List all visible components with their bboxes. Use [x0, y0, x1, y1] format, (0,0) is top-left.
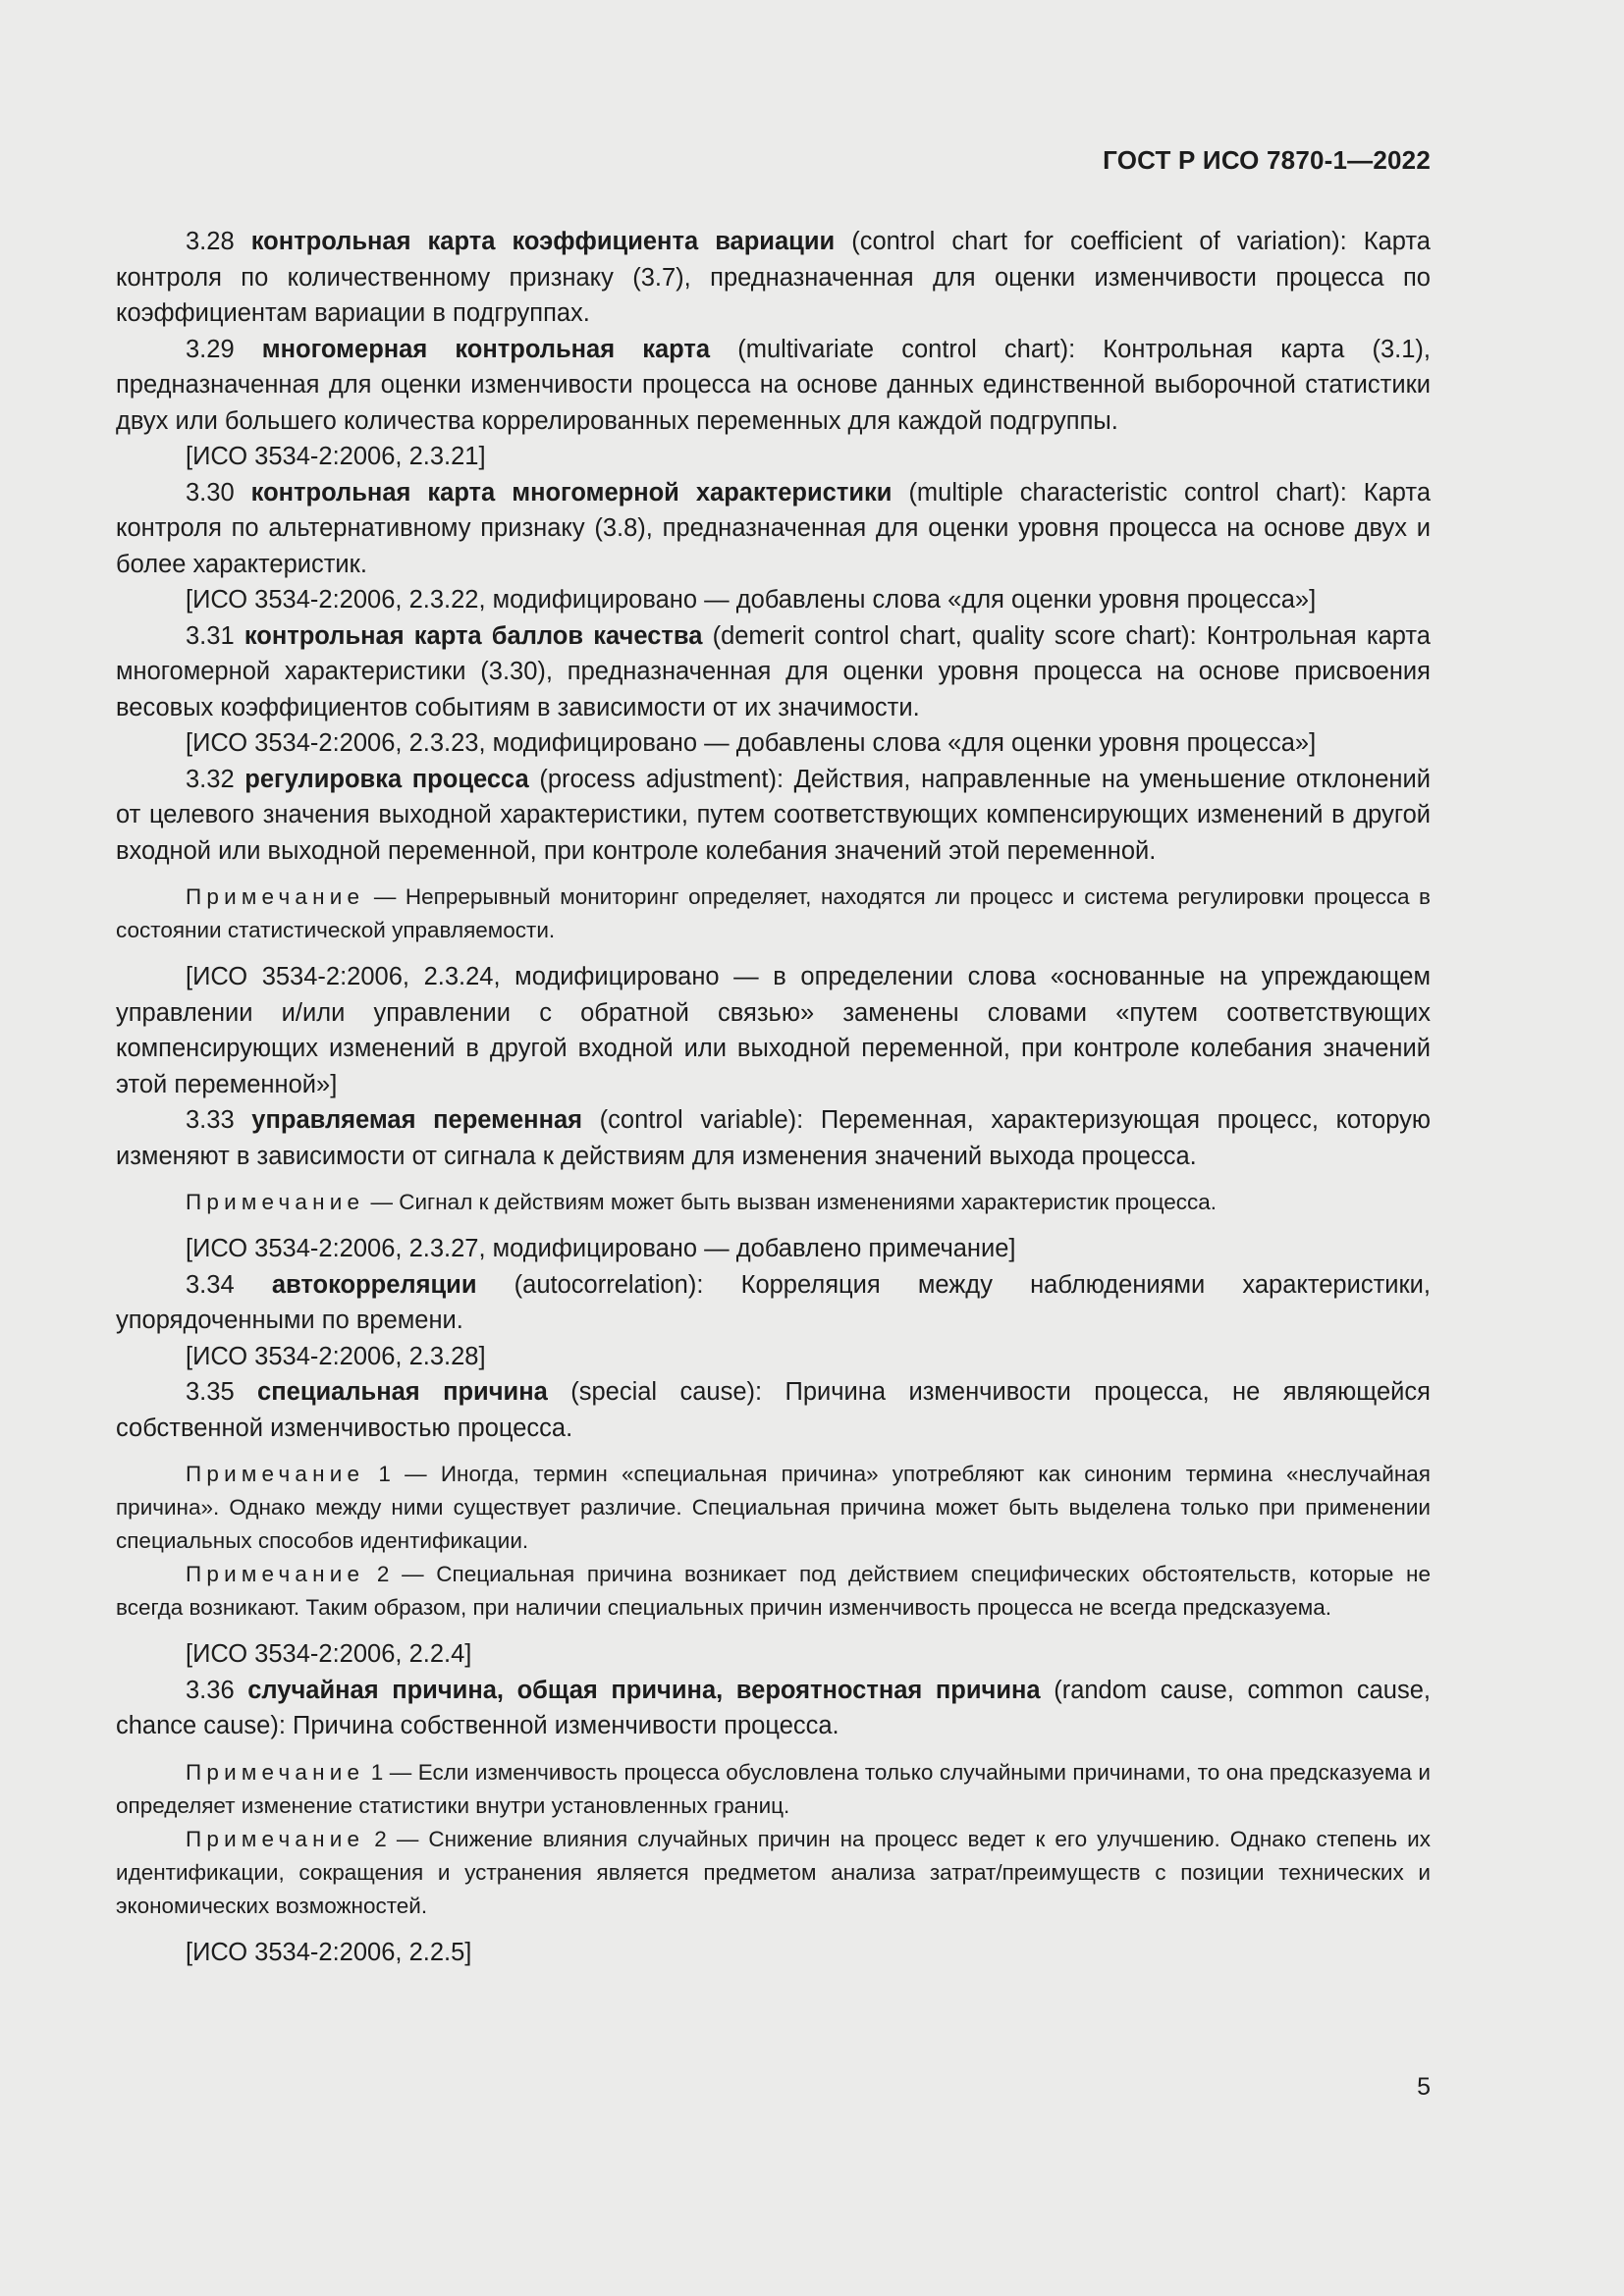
term-entry: [116, 1267, 1431, 1339]
note: [116, 881, 1431, 947]
term-number: 3.35: [186, 1378, 235, 1406]
note-text: 2 — Специальная причина возникает под действием специфических обстоятельств, которые не всегда возникают. Таким образом, при наличии специальных причин изменчивость процесса не всегда предсказуема.: [116, 1562, 1431, 1620]
term-number: 3.34: [186, 1270, 235, 1299]
term-definition: (demerit control chart, quality score chart): Контрольная карта многомерной характеристики (3.30), предназначенная для оценки уровня процесса на основе присвоения весовых коэффициентов событиям в зависимости от их значимости.: [116, 621, 1431, 721]
term-definition: (multiple characteristic control chart): Карта контроля по альтернативному признаку (3.8), предназначенная для оценки уровня процесса на основе двух и более характеристик.: [116, 478, 1431, 578]
note: [116, 1756, 1431, 1823]
term-title: многомерная контрольная карта: [261, 335, 711, 363]
note-label: Примечание: [186, 1759, 365, 1785]
source-reference: [ИСО 3534-2:2006, 2.3.22, модифицировано — добавлены слова «для оценки уровня процесса»]: [186, 586, 1317, 614]
term-entry: [116, 1673, 1431, 1744]
note-text: 2 — Снижение влияния случайных причин на процесс ведет к его улучшению. Однако степень их идентификации, сокращения и устранения является предметом анализа затрат/преимуществ с позиции технических и экономических возможностей.: [116, 1826, 1431, 1918]
term-entry: [116, 475, 1431, 583]
term-entry: [116, 762, 1431, 870]
term-title: контрольная карта коэффициента вариации: [250, 228, 836, 255]
note-label: Примечание: [186, 1562, 365, 1586]
term-title: автокорреляции: [271, 1270, 477, 1299]
term-title: случайная причина, общая причина, вероятностная причина: [247, 1676, 1041, 1704]
term-number: 3.30: [186, 478, 235, 507]
term-number: 3.32: [186, 765, 235, 793]
term-entry: [116, 1102, 1431, 1174]
note: [116, 1458, 1431, 1558]
term-definition: (process adjustment): Действия, направленные на уменьшение отклонений от целевого значения выходной характеристики, путем соответствующих компенсирующих изменений в другой входной или выходной переменной, при контроле колебания значений этой переменной.: [116, 765, 1431, 865]
note-label: Примечание: [186, 1190, 365, 1214]
term-number: 3.36: [186, 1676, 235, 1704]
term-definition: (autocorrelation): Корреляция между наблюдениями характеристики, упорядоченными по времени.: [116, 1270, 1432, 1334]
note-label: Примечание: [186, 1826, 365, 1851]
note-text: — Непрерывный мониторинг определяет, находятся ли процесс и система регулировки процесса в состоянии статистической управляемости.: [116, 884, 1431, 942]
term-title: специальная причина: [257, 1378, 548, 1406]
term-definition: (random cause, common cause, chance cause): Причина собственной изменчивости процесса.: [116, 1676, 1431, 1739]
term-definition: (control chart for coefficient of variation): Карта контроля по количественному признаку (3.7), предназначенная для оценки изменчивости процесса по коэффициентам вариации в подгруппах.: [116, 228, 1431, 327]
term-title: регулировка процесса: [244, 765, 529, 793]
term-number: 3.28: [186, 228, 235, 255]
source-reference: [ИСО 3534-2:2006, 2.3.28]: [186, 1342, 486, 1370]
term-entry: [116, 1374, 1431, 1446]
term-entry: [116, 618, 1431, 726]
source-reference: [ИСО 3534-2:2006, 2.3.23, модифицировано — добавлены слова «для оценки уровня процесса»]: [186, 729, 1317, 757]
term-entry: [116, 224, 1431, 332]
source-reference: [ИСО 3534-2:2006, 2.3.21]: [186, 443, 486, 470]
note-text: 1 — Иногда, термин «специальная причина» употребляют как синоним термина «неслучайная причина». Однако между ними существует различие. Специальная причина может быть выделена только при применении специальных способов идентификации.: [116, 1462, 1431, 1553]
term-number: 3.31: [186, 621, 235, 650]
note: [116, 1186, 1431, 1219]
term-entry: [116, 332, 1431, 440]
term-definition: (multivariate control chart): Контрольная карта (3.1), предназначенная для оценки изменчивости процесса на основе данных единственной выборочной статистики двух или большего количества коррелированных переменных для каждой подгруппы.: [116, 335, 1431, 435]
note: [116, 1558, 1431, 1625]
note-label: Примечание: [186, 1462, 365, 1486]
term-title: управляемая переменная: [251, 1106, 583, 1134]
source-reference: [ИСО 3534-2:2006, 2.3.24, модифицировано — в определении слова «основанные на упреждающем управлении и/или управлении с обратной связью» заменены словами «путем соответствующих компенсирующих изменений в другой входной или выходной переменной, при контроле колебания значений этой переменной»]: [116, 963, 1431, 1098]
note-label: Примечание: [186, 884, 365, 909]
term-definition: (special cause): Причина изменчивости процесса, не являющейся собственной изменчивостью процесса.: [116, 1378, 1431, 1442]
source-reference: [ИСО 3534-2:2006, 2.2.4]: [186, 1640, 472, 1668]
source-reference: [ИСО 3534-2:2006, 2.2.5]: [186, 1938, 472, 1966]
note: [116, 1823, 1431, 1923]
term-title: контрольная карта многомерной характеристики: [250, 478, 893, 507]
term-title: контрольная карта баллов качества: [244, 621, 703, 650]
term-number: 3.33: [186, 1106, 235, 1134]
note-text: 1 — Если изменчивость процесса обусловлена только случайными причинами, то она предсказуема и определяет изменение статистики внутри установленных границ.: [116, 1759, 1431, 1818]
source-reference: [ИСО 3534-2:2006, 2.3.27, модифицировано — добавлено примечание]: [186, 1235, 1016, 1262]
term-number: 3.29: [186, 335, 235, 363]
document-body: [116, 224, 1431, 1970]
note-text: — Сигнал к действиям может быть вызван изменениями характеристик процесса.: [364, 1190, 1218, 1214]
page-number: 5: [1417, 2073, 1431, 2101]
standard-header: ГОСТ Р ИСО 7870-1—2022: [1103, 145, 1431, 175]
term-definition: (control variable): Переменная, характеризующая процесс, которую изменяют в зависимости от сигнала к действиям для изменения значений выхода процесса.: [116, 1106, 1431, 1170]
